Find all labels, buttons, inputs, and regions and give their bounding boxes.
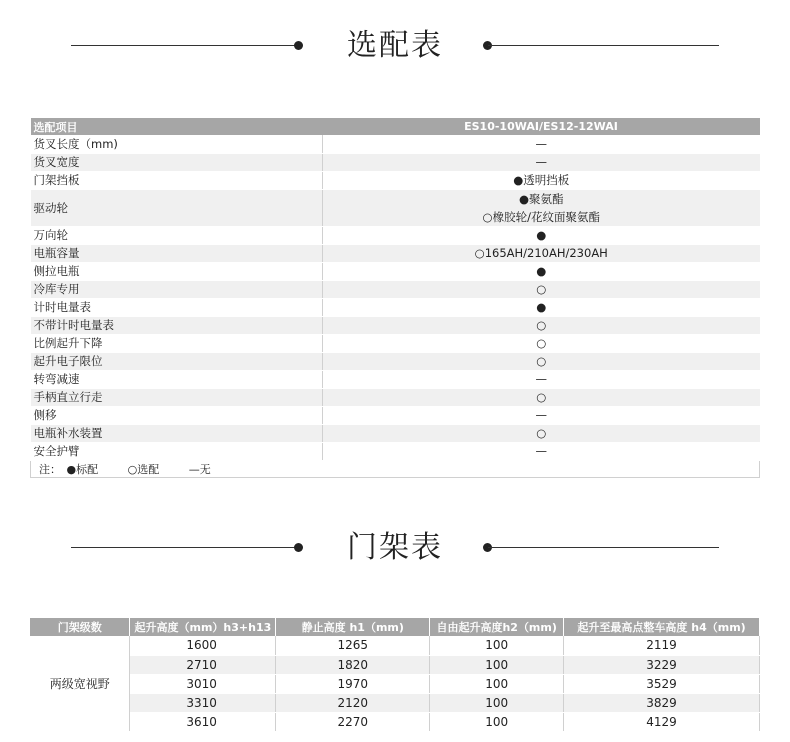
table-row bbox=[30, 655, 760, 674]
option-value: ○ bbox=[323, 388, 760, 406]
option-value: — bbox=[323, 406, 760, 424]
option-value: ○ bbox=[323, 334, 760, 352]
mast-header-row bbox=[30, 618, 760, 636]
mast-header-lowered-height: 静止高度 h1（mm) bbox=[276, 618, 430, 636]
mast-header-lift-height: 起升高度（mm）h3+h13 bbox=[130, 618, 276, 636]
option-name: 门架挡板 bbox=[31, 171, 323, 189]
mast-cell: 3610 bbox=[130, 712, 276, 731]
legend-note-row bbox=[31, 460, 760, 477]
table-row bbox=[31, 298, 760, 316]
mast-cell: 3229 bbox=[564, 655, 760, 674]
mast-section-title bbox=[0, 528, 790, 568]
table-row bbox=[31, 226, 760, 244]
table-row bbox=[30, 674, 760, 693]
mast-header-stages: 门架级数 bbox=[30, 618, 130, 636]
options-title: 选配表 bbox=[347, 28, 443, 63]
option-value: ○ bbox=[323, 424, 760, 442]
option-value: — bbox=[323, 153, 760, 171]
legend-prefix: 注： bbox=[39, 462, 61, 476]
option-name: 电瓶补水装置 bbox=[31, 424, 323, 442]
table-row bbox=[30, 712, 760, 731]
option-value: ○ bbox=[323, 280, 760, 298]
table-row bbox=[30, 693, 760, 712]
mast-cell: 2120 bbox=[276, 693, 430, 712]
table-row bbox=[31, 280, 760, 298]
mast-group-label: 两级宽视野 bbox=[30, 636, 130, 731]
table-row bbox=[31, 262, 760, 280]
option-name: 驱动轮 bbox=[31, 189, 323, 226]
mast-cell: 2710 bbox=[130, 655, 276, 674]
option-name: 转弯减速 bbox=[31, 370, 323, 388]
mast-cell: 2119 bbox=[564, 636, 760, 655]
table-row bbox=[30, 636, 760, 655]
options-table bbox=[30, 118, 760, 478]
option-name: 侧移 bbox=[31, 406, 323, 424]
option-name: 货叉宽度 bbox=[31, 153, 323, 171]
options-header-row bbox=[31, 118, 760, 135]
option-value: ○ bbox=[323, 352, 760, 370]
option-value: ● bbox=[323, 226, 760, 244]
mast-cell: 100 bbox=[430, 674, 564, 693]
option-name: 不带计时电量表 bbox=[31, 316, 323, 334]
table-row bbox=[31, 244, 760, 262]
mast-cell: 3829 bbox=[564, 693, 760, 712]
option-value: ● bbox=[323, 298, 760, 316]
table-row bbox=[31, 424, 760, 442]
option-name: 安全护臂 bbox=[31, 442, 323, 460]
option-value: — bbox=[323, 442, 760, 460]
options-header-item: 选配项目 bbox=[31, 118, 323, 135]
table-row bbox=[31, 135, 760, 153]
option-name: 冷库专用 bbox=[31, 280, 323, 298]
mast-cell: 1600 bbox=[130, 636, 276, 655]
mast-cell: 1265 bbox=[276, 636, 430, 655]
option-value: ●透明挡板 bbox=[323, 171, 760, 189]
option-value: ○165AH/210AH/230AH bbox=[323, 244, 760, 262]
options-header-model: ES10-10WAI/ES12-12WAI bbox=[323, 118, 760, 135]
table-row bbox=[31, 442, 760, 460]
option-value: — bbox=[323, 370, 760, 388]
legend-standard: ●标配 bbox=[66, 462, 99, 476]
table-row bbox=[31, 352, 760, 370]
mast-cell: 2270 bbox=[276, 712, 430, 731]
option-name: 电瓶容量 bbox=[31, 244, 323, 262]
option-value-multi bbox=[323, 189, 760, 226]
option-value-alt: ○橡胶轮/花纹面聚氨酯 bbox=[482, 209, 600, 224]
mast-title: 门架表 bbox=[347, 530, 443, 565]
option-name: 计时电量表 bbox=[31, 298, 323, 316]
option-name: 万向轮 bbox=[31, 226, 323, 244]
mast-cell: 3310 bbox=[130, 693, 276, 712]
table-row bbox=[31, 153, 760, 171]
mast-cell: 100 bbox=[430, 693, 564, 712]
table-row bbox=[31, 370, 760, 388]
option-name: 货叉长度（mm) bbox=[31, 135, 323, 153]
table-row bbox=[31, 334, 760, 352]
mast-header-free-lift: 自由起升高度h2（mm) bbox=[430, 618, 564, 636]
mast-header-extended-height: 起升至最高点整车高度 h4（mm) bbox=[564, 618, 760, 636]
option-name: 比例起升下降 bbox=[31, 334, 323, 352]
mast-cell: 100 bbox=[430, 655, 564, 674]
option-name: 起升电子限位 bbox=[31, 352, 323, 370]
legend-note bbox=[31, 460, 760, 477]
option-name: 手柄直立行走 bbox=[31, 388, 323, 406]
option-value: ●聚氨酯 bbox=[518, 191, 564, 206]
options-section-title bbox=[0, 26, 790, 66]
mast-cell: 3529 bbox=[564, 674, 760, 693]
option-name: 侧拉电瓶 bbox=[31, 262, 323, 280]
mast-cell: 1820 bbox=[276, 655, 430, 674]
option-value: ○ bbox=[323, 316, 760, 334]
table-row bbox=[31, 406, 760, 424]
mast-cell: 3010 bbox=[130, 674, 276, 693]
mast-cell: 100 bbox=[430, 712, 564, 731]
option-value: ● bbox=[323, 262, 760, 280]
legend-none: —无 bbox=[188, 462, 211, 476]
title-divider-right bbox=[488, 547, 719, 548]
option-value: — bbox=[323, 135, 760, 153]
table-row bbox=[31, 171, 760, 189]
title-divider-right bbox=[488, 45, 719, 46]
mast-cell: 100 bbox=[430, 636, 564, 655]
table-row bbox=[31, 316, 760, 334]
table-row bbox=[31, 189, 760, 226]
mast-cell: 4129 bbox=[564, 712, 760, 731]
mast-cell: 1970 bbox=[276, 674, 430, 693]
table-row bbox=[31, 388, 760, 406]
legend-optional: ○选配 bbox=[127, 462, 160, 476]
mast-table bbox=[30, 618, 760, 732]
